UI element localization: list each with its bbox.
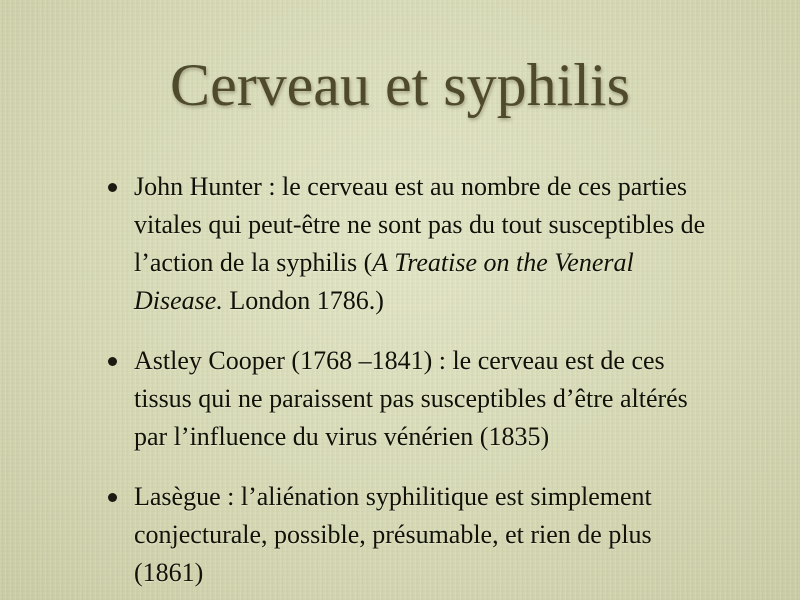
bullet-item-cooper (104, 342, 724, 456)
bullet-lasegue-text: Lasègue : l’aliénation syphilitique est simplement conjecturale, possible, présumable, et rien de plus (1861) (134, 482, 652, 587)
bullet-cooper-text: Astley Cooper (1768 –1841) : le cerveau est de ces tissus qui ne paraissent pas susceptibles d’être altérés par l’influence du virus vénérien (1835) (134, 346, 688, 451)
bullet-dot-icon (108, 493, 117, 502)
bullet-hunter-text: John Hunter : le cerveau est au nombre de ces parties vitales qui peut-être ne sont pas du tout susceptibles de l’action de la syphilis ( (134, 172, 706, 277)
bullet-list (104, 168, 724, 592)
slide-title: Cerveau et syphilis (170, 52, 630, 118)
bullet-dot-icon (108, 357, 117, 366)
bullet-hunter-book-title: A Treatise on the Veneral Disease. (134, 248, 634, 315)
bullet-item-lasegue (104, 478, 724, 592)
bullet-item-hunter (104, 168, 724, 320)
bullet-hunter-text-end: London 1786.) (222, 286, 384, 315)
bullet-dot-icon (108, 183, 117, 192)
